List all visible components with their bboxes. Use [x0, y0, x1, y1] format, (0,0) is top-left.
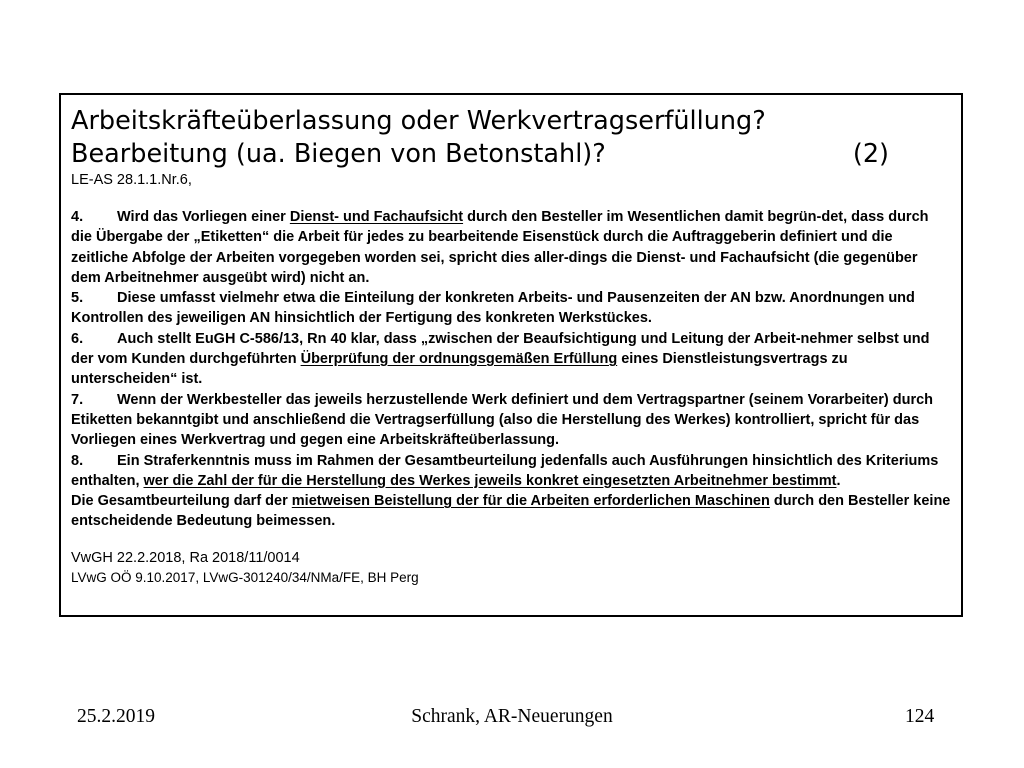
point-6: [71, 329, 951, 390]
point-number: 6.: [71, 330, 84, 347]
conclusion: [71, 491, 951, 532]
point-underlined-text: Überprüfung der ordnungsgemäßen Erfüllung: [300, 351, 618, 368]
slide-title: [71, 105, 951, 171]
point-4: [71, 207, 951, 288]
title-line-1: Arbeitskräfteüberlassung oder Werkvertragserfüllung?: [71, 106, 766, 136]
citation-lvwg: LVwG OÖ 9.10.2017, LVwG-301240/34/NMa/FE, BH Perg: [71, 569, 419, 585]
point-underlined-text: Dienst- und Fachaufsicht: [289, 209, 464, 225]
slide-content: [71, 105, 951, 587]
conclusion-text: durch den Besteller keine entscheidende Bedeutung beimessen.: [71, 493, 951, 530]
point-number: 8.: [71, 452, 84, 469]
point-underlined-text: wer die Zahl der für die Herstellung des Werkes jeweils konkret eingesetzten Arbeitnehmer bestimmt: [143, 472, 837, 489]
point-number: 4.: [71, 209, 84, 225]
numbered-points: [71, 207, 951, 532]
legal-reference: LE-AS 28.1.1.Nr.6,: [71, 172, 192, 188]
point-text: Wenn der Werkbesteller das jeweils herzustellende Werk definiert und dem Vertragspartner (seinem Vorarbeiter) durch Etiketten bekanntgibt und anschließend die Vertragserfüllung (also die Herstellung des Werkes) kontrolliert, spricht für das Vorliegen eines Werkvertrag und gegen eine Arbeitskräfteüberlassung.: [71, 391, 934, 449]
point-text: .: [836, 472, 841, 489]
title-line-2: [71, 138, 951, 171]
citations: [71, 549, 951, 587]
footer-author: Schrank, AR-Neuerungen: [411, 706, 613, 727]
point-text: eines Dienstleistungsvertrags zu unterscheiden“ ist.: [71, 351, 848, 388]
citation-vwgh: VwGH 22.2.2018, Ra 2018/11/0014: [71, 549, 300, 566]
title-part-number: (2): [852, 139, 889, 169]
title-line-2-text: Bearbeitung (ua. Biegen von Betonstahl)?: [71, 139, 606, 169]
slide-content-box: [59, 93, 963, 617]
point-text: Auch stellt EuGH C-586/13, Rn 40 klar, dass „zwischen der Beaufsichtigung und Leitung der Arbeit-nehmer selbst und der vom Kunden durchgeführten: [71, 330, 930, 368]
point-text: Wird das Vorliegen einer: [117, 209, 290, 225]
point-text: Ein Straferkenntnis muss im Rahmen der Gesamtbeurteilung jedenfalls auch Ausführungen hinsichtlich des Kriteriums enthalten,: [71, 452, 939, 489]
page-number: 124: [905, 706, 935, 727]
point-8: [71, 451, 951, 492]
point-number: 7.: [71, 391, 84, 408]
conclusion-underlined-text: mietweisen Beistellung der für die Arbeiten erforderlichen Maschinen: [291, 493, 770, 510]
point-number: 5.: [71, 290, 84, 307]
point-text: durch den Besteller im Wesentlichen damit begrün-det, dass durch die Übergabe der „Etiketten“ die Arbeit für jedes zu bearbeitende Eisenstück durch die Auftraggeberin definiert und die zeitliche Abfolge der Arbeiten vorgegeben worden sei, spricht dies aller-dings die Dienst- und Fachaufsicht (die gegenüber dem Arbeitnehmer ausgeübt wird) nicht an.: [71, 209, 929, 286]
footer-date: 25.2.2019: [77, 706, 155, 727]
point-5: [71, 288, 951, 329]
point-7: [71, 390, 951, 451]
point-text: Diese umfasst vielmehr etwa die Einteilung der konkreten Arbeits- und Pausenzeiten der AN bzw. Anordnungen und Kontrollen des jeweiligen AN hinsichtlich der Fertigung des konkreten Werkstückes.: [71, 290, 915, 327]
slide-footer: [0, 706, 1024, 732]
conclusion-text: Die Gesamtbeurteilung darf der: [71, 493, 292, 510]
